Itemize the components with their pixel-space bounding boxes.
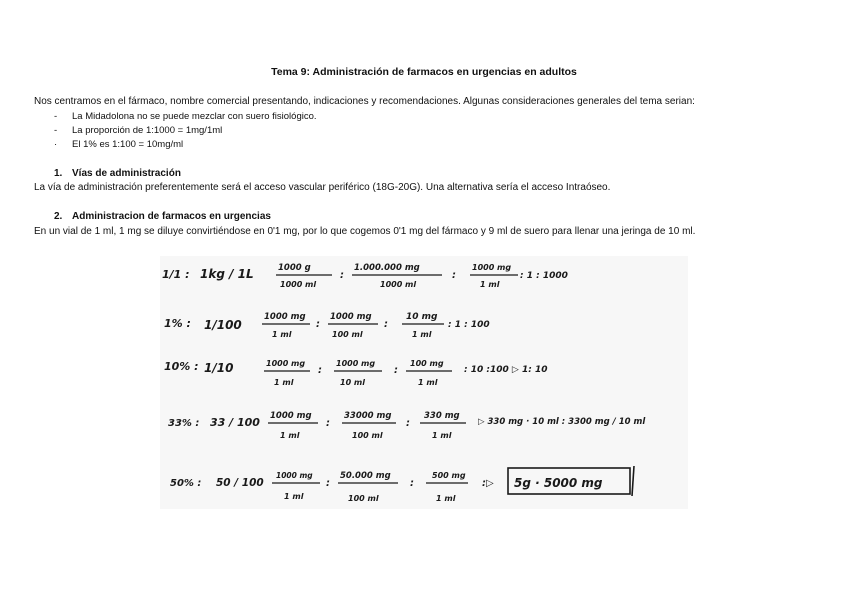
row-tail: : 10 :100 ▷ 1: 10 [464,365,548,375]
list-item [54,124,317,138]
list-item [54,110,317,124]
fraction-numerator: 10 mg [406,312,438,322]
intro-paragraph: Nos centramos en el fármaco, nombre comercial presentando, indicaciones y recomendaciones. Algunas consideraciones generales del tema serian: [34,96,695,107]
row-tail: : 1 : 1000 [520,271,568,281]
fraction-denominator: 10 ml [340,378,365,387]
svg-text::: : [410,478,414,489]
svg-text::: : [318,365,322,376]
section-heading-vias [54,168,181,179]
boxed-result: 5g · 5000 mg [514,476,603,490]
svg-text::: : [326,418,330,429]
bullet-marker: - [54,125,58,136]
svg-text::: : [394,365,398,376]
fraction-denominator: 1 ml [432,431,452,440]
fraction-denominator: 1000 ml [380,280,417,289]
section-paragraph-administracion: En un vial de 1 ml, 1 mg se diluye convirtiéndose en 0'1 mg, por lo que cogemos 0'1 mg del fármaco y 9 ml de suero para llenar una jeringa de 10 ml. [34,226,696,237]
notes-row-4 [168,411,646,440]
fraction-numerator: 50.000 mg [340,471,391,481]
fraction-denominator: 1 ml [274,378,294,387]
fraction-denominator: 100 ml [352,431,383,440]
notes-row-1 [162,263,568,289]
row-tail: : 1 : 100 [448,320,490,330]
row-lead: 10% : [164,360,199,373]
section-heading-text: Administracion de farmacos en urgencias [72,211,271,222]
fraction-numerator: 1000 g [278,263,311,273]
fraction-denominator: 1 ml [418,378,438,387]
fraction-denominator: 1 ml [480,280,500,289]
svg-text::: : [326,478,330,489]
fraction-numerator: 1000 mg [472,263,512,272]
fraction-denominator: 1 ml [284,492,304,501]
list-item [54,138,317,152]
fraction-numerator: 1.000.000 mg [354,263,420,273]
bullet-text: La proporción de 1:1000 = 1mg/1ml [72,125,223,136]
notes-row-2 [164,312,490,339]
handwritten-notes-image [160,256,688,509]
fraction-numerator: 1000 mg [330,312,372,322]
row-ratio: 50 / 100 [216,477,264,489]
section-number: 1. [54,168,63,179]
row-lead: 1% : [164,317,191,330]
page-title: Tema 9: Administración de farmacos en urgencias en adultos [271,66,577,78]
row-tail: :▷ [482,478,494,489]
svg-text::: : [316,319,320,330]
fraction-denominator: 100 ml [348,494,379,503]
bullet-marker: · [54,139,58,150]
row-lead: 1/1 : [162,268,190,281]
section-paragraph-vias: La vía de administración preferentemente será el acceso vascular periférico (18G-20G). Una alternativa sería el acceso Intraóseo. [34,182,611,193]
svg-text::: : [452,270,456,281]
row-ratio: 33 / 100 [210,416,260,429]
fraction-numerator: 1000 mg [336,359,376,368]
notes-row-5 [170,466,634,503]
section-heading-administracion [54,211,271,222]
fraction-numerator: 1000 mg [270,411,312,421]
bullet-list [54,110,317,152]
fraction-numerator: 33000 mg [344,411,392,421]
fraction-numerator: 1000 mg [276,471,313,480]
bullet-text: El 1% es 1:100 = 10mg/ml [72,139,184,150]
handwritten-notes-svg [160,256,688,509]
row-ratio: 1/10 [204,361,234,375]
row-ratio: 1kg / 1L [200,267,254,281]
bullet-text: La Midadolona no se puede mezclar con suero fisiológico. [72,111,317,122]
row-ratio: 1/100 [204,318,242,332]
fraction-numerator: 1000 mg [266,359,306,368]
row-tail: ▷ 330 mg · 10 ml : 3300 mg / 10 ml [478,417,646,427]
fraction-denominator: 1 ml [272,330,292,339]
section-number: 2. [54,211,63,222]
fraction-denominator: 1 ml [280,431,300,440]
section-heading-text: Vías de administración [72,168,181,179]
fraction-denominator: 1 ml [436,494,456,503]
row-lead: 33% : [168,418,200,429]
fraction-numerator: 500 mg [432,471,466,480]
fraction-numerator: 330 mg [424,411,460,421]
bullet-marker: - [54,111,58,122]
fraction-denominator: 1 ml [412,330,432,339]
svg-text::: : [406,418,410,429]
svg-text::: : [384,319,388,330]
fraction-numerator: 100 mg [410,359,444,368]
notes-row-3 [164,359,547,387]
row-lead: 50% : [170,478,202,489]
fraction-denominator: 1000 ml [280,280,317,289]
svg-text::: : [340,270,344,281]
fraction-numerator: 1000 mg [264,312,306,322]
fraction-denominator: 100 ml [332,330,363,339]
